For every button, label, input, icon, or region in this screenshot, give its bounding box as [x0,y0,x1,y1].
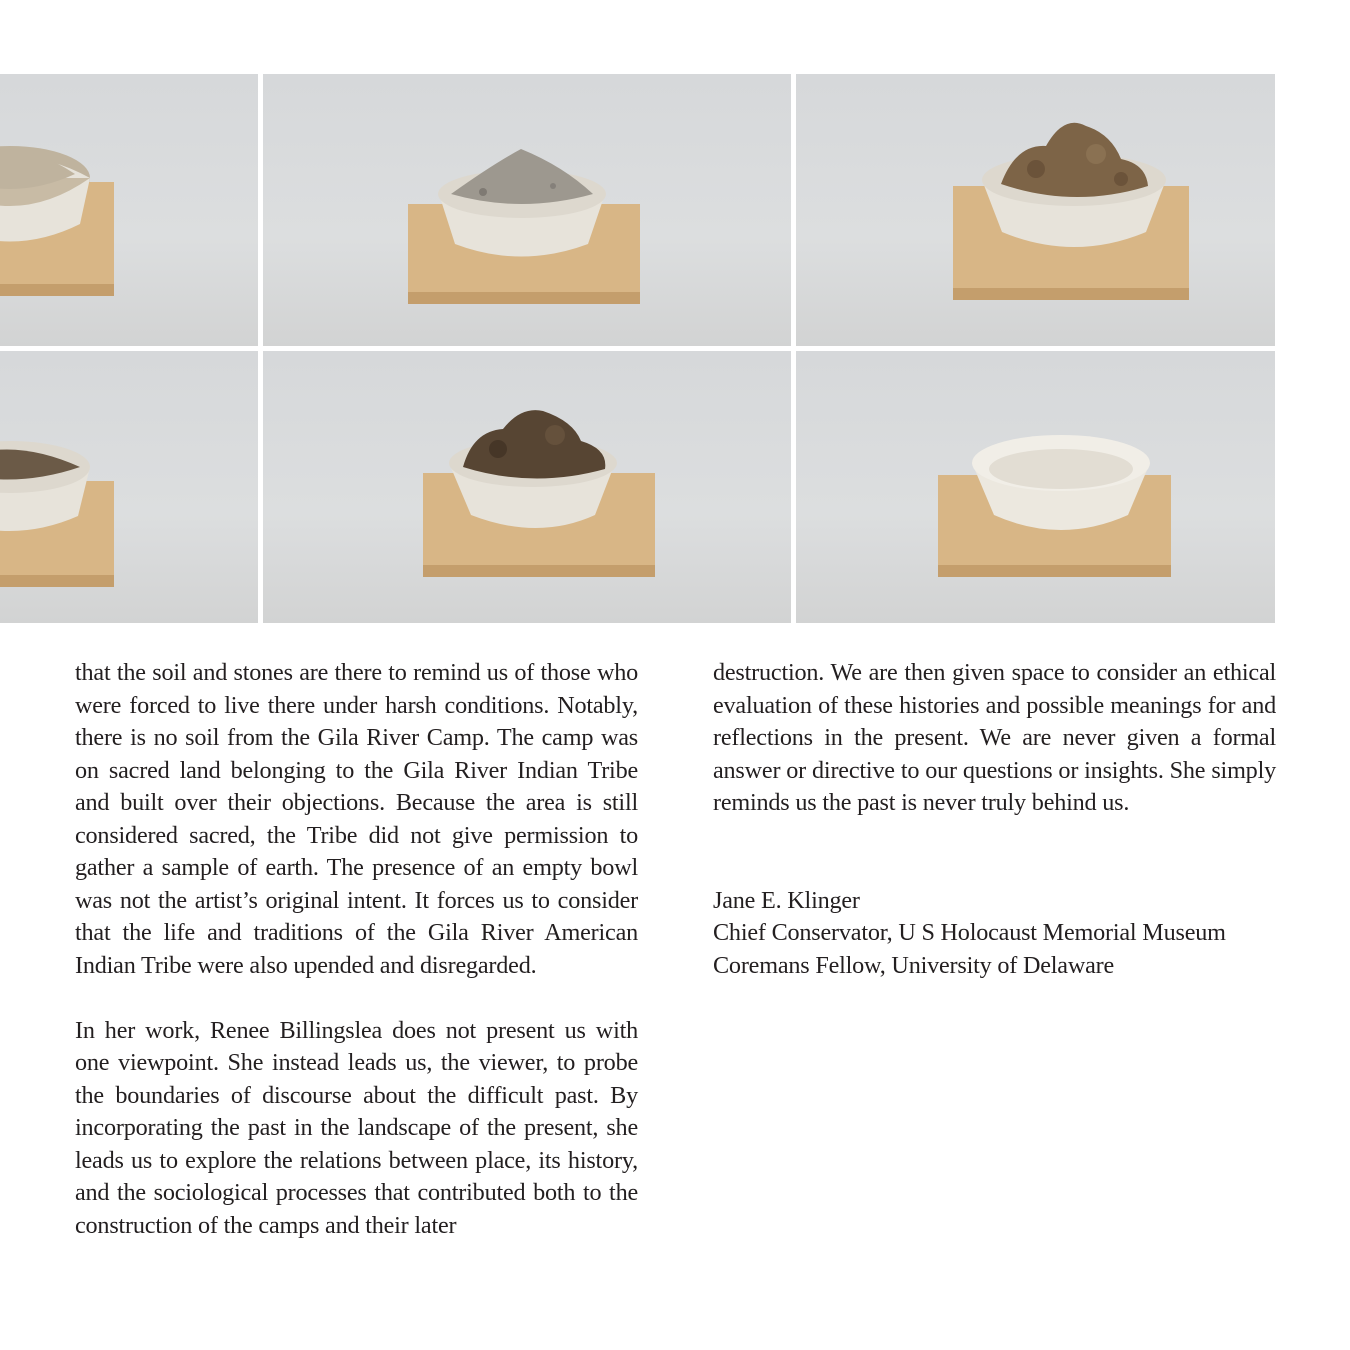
body-paragraph: that the soil and stones are there to remind us of those who were forced to live there under harsh conditions. Notably, there is no soil from the Gila River Camp. The camp was on sacred land belonging to the Gila River Indian Tribe and built over their objections. Because the area is still considered sacred, the Tribe did not give permission to gather a sample of earth. The presence of an empty bowl was not the artist’s original intent. It forces us to consider that the life and traditions of the Gila River American Indian Tribe were also upended and disregarded. [75,659,638,979]
photo-tile [263,74,791,346]
bowl-photo [263,351,791,623]
author-signature [713,885,1276,983]
photo-tile [0,74,258,346]
photo-tile [263,351,791,623]
body-paragraph: In her work, Renee Billingslea does not present us with one viewpoint. She instead leads us, the viewer, to probe the boundaries of discourse about the difficult past. By incorporating the past in the landscape of the present, she leads us to explore the relations between place, its history, and the sociological processes that contributed both to the construction of the camps and their later [75,1016,638,1239]
bowl-photo [796,74,1275,346]
bowl-photo [263,74,791,346]
author-name: Jane E. Klinger [713,886,860,914]
body-paragraph: destruction. We are then given space to consider an ethical evaluation of these histories and possible meanings for and reflections in the present. We are never given a formal answer or directive to our questions or insights. She simply reminds us the past is never truly behind us. [713,659,1276,816]
author-title: Coremans Fellow, University of Delaware [713,951,1115,979]
bowl-photo [0,74,258,346]
bowl-photo [0,351,258,623]
text-column-left [75,657,638,1242]
text-column-right [713,657,1276,982]
photo-grid [0,74,1275,623]
bowl-photo [796,351,1275,623]
photo-tile [796,351,1275,623]
photo-tile [796,74,1275,346]
author-title: Chief Conservator, U S Holocaust Memorial Museum [713,919,1226,946]
photo-tile [0,351,258,623]
